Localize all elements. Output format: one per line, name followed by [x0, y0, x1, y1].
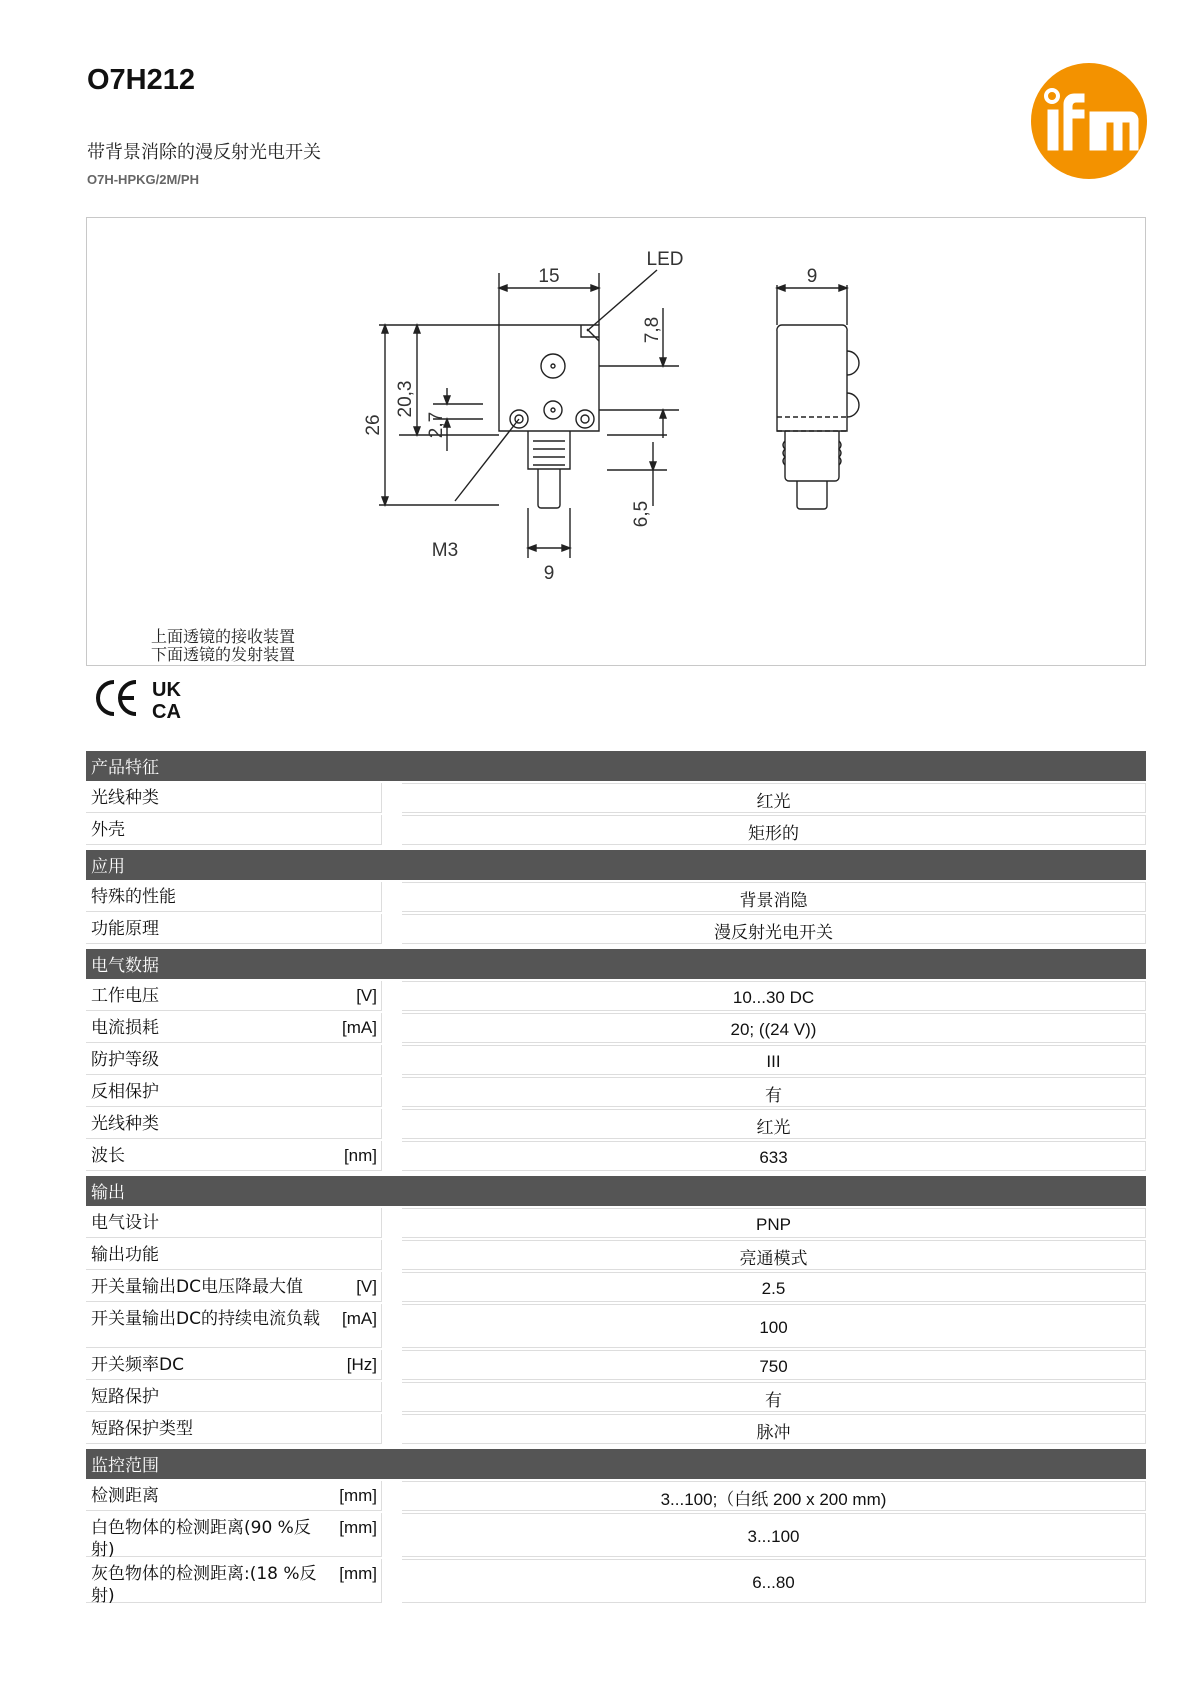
- spec-label: 电气设计: [91, 1213, 159, 1233]
- spec-label-cell: [86, 1077, 382, 1107]
- spec-value: PNP: [402, 1208, 1146, 1238]
- spec-label-cell: [86, 981, 382, 1011]
- spec-label: 短路保护: [91, 1387, 159, 1407]
- dim-7-8-label: 7,8: [642, 316, 663, 344]
- legend-line-receiver: 上面透镜的接收装置: [151, 627, 296, 646]
- legend-line-emitter: 下面透镜的发射装置: [151, 645, 296, 664]
- spec-unit: [mm]: [339, 1564, 377, 1583]
- spec-label: 光线种类: [91, 788, 159, 808]
- spec-row: [86, 1208, 1146, 1238]
- spec-value: 6...80: [402, 1559, 1146, 1603]
- spec-label: 开关量输出DC的持续电流负载: [91, 1309, 320, 1329]
- spec-value: 漫反射光电开关: [402, 914, 1146, 944]
- spec-value: 3...100;（白纸 200 x 200 mm): [402, 1481, 1146, 1511]
- spec-label: 功能原理: [91, 919, 159, 939]
- section-header: 输出: [86, 1176, 1146, 1206]
- spec-unit: [nm]: [343, 1146, 377, 1165]
- spec-row: [86, 1077, 1146, 1107]
- spec-unit: [369, 1386, 377, 1411]
- spec-unit: [V]: [356, 1277, 377, 1296]
- spec-label: 短路保护类型: [91, 1419, 193, 1439]
- spec-unit: [mA]: [342, 1309, 377, 1328]
- spec-label-cell: [86, 914, 382, 944]
- spec-value: 红光: [402, 783, 1146, 813]
- spec-label-cell: [86, 1559, 382, 1606]
- spec-value: 633: [402, 1141, 1146, 1171]
- dimension-drawing: [86, 217, 1146, 666]
- product-subtitle: 带背景消除的漫反射光电开关: [87, 142, 321, 163]
- spec-table: [86, 751, 1146, 1606]
- spec-value: 矩形的: [402, 815, 1146, 845]
- spec-value: 2.5: [402, 1272, 1146, 1302]
- spec-unit: [Hz]: [346, 1355, 377, 1374]
- spec-value: 3...100: [402, 1513, 1146, 1557]
- spec-row: [86, 1272, 1146, 1302]
- spec-value: 红光: [402, 1109, 1146, 1139]
- spec-label: 反相保护: [91, 1082, 159, 1102]
- spec-label-cell: [86, 1272, 382, 1302]
- spec-value: 有: [402, 1382, 1146, 1412]
- spec-value: 750: [402, 1350, 1146, 1380]
- product-title: O7H212: [87, 64, 196, 96]
- spec-label-cell: [86, 1240, 382, 1270]
- spec-unit: [mm]: [339, 1518, 377, 1537]
- spec-row: [86, 1350, 1146, 1380]
- spec-value: 脉冲: [402, 1414, 1146, 1444]
- spec-unit: [V]: [356, 986, 377, 1005]
- spec-unit: [369, 1418, 377, 1443]
- spec-label: 电流损耗: [91, 1018, 159, 1038]
- ca-mark-text: CA: [152, 701, 181, 720]
- dim-width-label: 15: [538, 266, 560, 287]
- spec-unit: [369, 1081, 377, 1106]
- spec-value: III: [402, 1045, 1146, 1075]
- spec-label-cell: [86, 1304, 382, 1348]
- spec-label: 外壳: [91, 820, 125, 840]
- spec-label: 工作电压: [91, 986, 159, 1006]
- spec-value: 100: [402, 1304, 1146, 1348]
- ce-ukca-marks-icon: [94, 676, 194, 720]
- spec-unit: [369, 787, 377, 812]
- spec-label-cell: [86, 815, 382, 845]
- spec-label: 开关量输出DC电压降最大值: [91, 1277, 303, 1297]
- dim-height-label: 26: [363, 414, 384, 436]
- spec-row: [86, 1481, 1146, 1511]
- spec-unit: [mA]: [342, 1018, 377, 1037]
- drawing-legend: [151, 628, 295, 664]
- spec-label: 波长: [91, 1146, 125, 1166]
- spec-label-cell: [86, 1481, 382, 1511]
- spec-label-cell: [86, 1382, 382, 1412]
- dim-20-3-label: 20,3: [395, 380, 416, 418]
- spec-label-cell: [86, 1141, 382, 1171]
- spec-label-cell: [86, 1414, 382, 1444]
- spec-label: 输出功能: [91, 1245, 159, 1265]
- spec-row: [86, 1382, 1146, 1412]
- dim-depth-label: 9: [806, 266, 818, 287]
- spec-label-cell: [86, 1013, 382, 1043]
- spec-row: [86, 1559, 1146, 1606]
- spec-row: [86, 1240, 1146, 1270]
- spec-row: [86, 1013, 1146, 1043]
- spec-value: 有: [402, 1077, 1146, 1107]
- spec-row: [86, 783, 1146, 813]
- spec-unit: [369, 1244, 377, 1269]
- spec-row: [86, 1513, 1146, 1560]
- spec-value: 背景消隐: [402, 882, 1146, 912]
- spec-value: 亮通模式: [402, 1240, 1146, 1270]
- spec-row: [86, 1304, 1146, 1348]
- spec-value: 20; ((24 V)): [402, 1013, 1146, 1043]
- spec-label-cell: [86, 1045, 382, 1075]
- dim-6-5-label: 6,5: [631, 500, 652, 528]
- spec-label-cell: [86, 1109, 382, 1139]
- spec-label-cell: [86, 1208, 382, 1238]
- section-header: 产品特征: [86, 751, 1146, 781]
- uk-mark-text: UK: [152, 679, 181, 701]
- spec-label: 防护等级: [91, 1050, 159, 1070]
- spec-row: [86, 914, 1146, 944]
- spec-label-cell: [86, 1513, 382, 1560]
- spec-row: [86, 815, 1146, 845]
- spec-row: [86, 1414, 1146, 1444]
- spec-unit: [369, 819, 377, 844]
- spec-label-cell: [86, 882, 382, 912]
- spec-label-cell: [86, 783, 382, 813]
- spec-row: [86, 1045, 1146, 1075]
- spec-unit: [369, 1049, 377, 1074]
- spec-value: 10...30 DC: [402, 981, 1146, 1011]
- spec-label-cell: [86, 1350, 382, 1380]
- spec-label: 光线种类: [91, 1114, 159, 1134]
- spec-label: 灰色物体的检测距离:(18 %反射): [91, 1564, 317, 1606]
- spec-unit: [369, 1113, 377, 1138]
- product-code: O7H-HPKG/2M/PH: [87, 172, 199, 187]
- spec-unit: [369, 1212, 377, 1237]
- spec-label: 开关频率DC: [91, 1355, 184, 1375]
- spec-unit: [mm]: [339, 1486, 377, 1505]
- dim-led-label: LED: [646, 249, 684, 270]
- dim-m3-label: M3: [431, 540, 459, 561]
- spec-label: 特殊的性能: [91, 887, 176, 907]
- section-header: 监控范围: [86, 1449, 1146, 1479]
- spec-row: [86, 1141, 1146, 1171]
- section-header: 应用: [86, 850, 1146, 880]
- spec-row: [86, 981, 1146, 1011]
- ifm-logo-icon: [1030, 62, 1148, 180]
- spec-label: 检测距离: [91, 1486, 159, 1506]
- spec-row: [86, 1109, 1146, 1139]
- spec-label: 白色物体的检测距离(90 %反射): [91, 1518, 311, 1560]
- dim-2-7-label: 2,7: [426, 411, 447, 439]
- dim-cable-label: 9: [543, 563, 555, 584]
- spec-unit: [369, 886, 377, 911]
- spec-unit: [369, 918, 377, 943]
- section-header: 电气数据: [86, 949, 1146, 979]
- spec-row: [86, 882, 1146, 912]
